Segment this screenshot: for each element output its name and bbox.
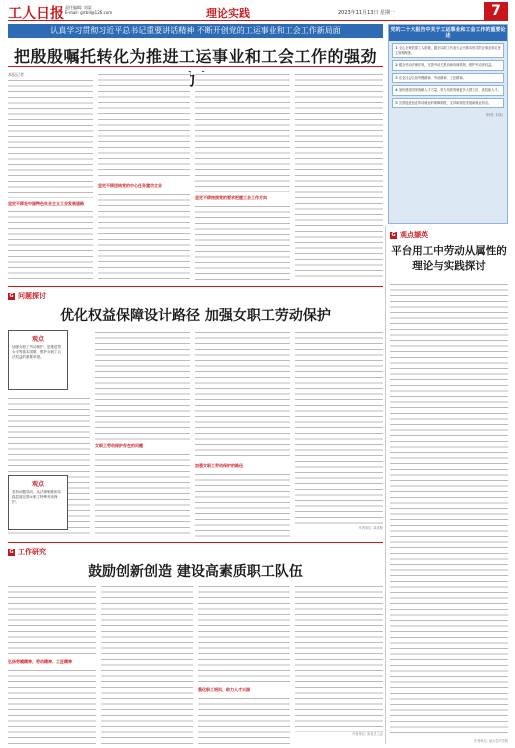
topic-banner: 认真学习贯彻习近平总书记重要讲话精神 不断开创党的工运事业和工会工作新局面 (8, 24, 383, 38)
article1-col1: 本报记者 坚定不移走中国特色社会主义工会发展道路 (8, 72, 93, 282)
section-tag-icon: G (391, 231, 396, 238)
section2-headline: 优化权益保障设计路径 加强女职工劳动保护 (60, 308, 331, 324)
right-article-headline: 平台用工中劳动从属性的 理论与实践探讨 (391, 245, 507, 272)
article1-col3: 坚定不移按照党的要求把握工会工作方向 (195, 72, 290, 282)
text-lines (195, 72, 290, 192)
text-lines (295, 72, 383, 277)
section2-col2: 女职工劳动保护存在的问题 (95, 330, 190, 538)
right-article-body (390, 282, 508, 737)
text-lines (8, 209, 93, 279)
section-tag-work: G 工作研究 (9, 548, 46, 556)
issue-date: 2023年11月13日 星期一 (338, 10, 396, 16)
text-lines (295, 330, 383, 526)
text-lines (8, 78, 93, 198)
text-lines (195, 204, 290, 282)
quote-box-2: 观点 坚持问题导向，从法律制度和实践层面完善女职工特殊劳动保护。 (8, 475, 68, 530)
section-title: 理论实践 (206, 7, 250, 20)
section-tag-icon: G (9, 548, 14, 555)
page-number: 7 (484, 2, 508, 21)
quote-box: 观点 加强女职工劳动保护，是推进男女平等基本国策、维护女职工合法权益的重要举措。 (8, 330, 68, 390)
infographic-item: 4 加快建设国家战略人才力量，努力培养造就更多大国工匠、高技能人才。 (392, 85, 504, 96)
section3-col3: 强化职工培训，助力人才兴国 (198, 584, 290, 744)
section3-col2 (101, 584, 193, 744)
article1-col2: 坚定不移团结党的中心任务建功立业 (98, 72, 190, 282)
section3-headline: 鼓励创新创造 建设高素质职工队伍 (88, 564, 303, 580)
text-lines (98, 192, 190, 282)
section2-col3: 加强女职工劳动保护的路径 (195, 330, 290, 538)
section-tag-problem: G 问题探讨 (9, 292, 46, 300)
text-lines (98, 72, 190, 180)
text-lines (195, 330, 290, 460)
section3-col4: 作者单位: 某省总工会 (295, 584, 383, 744)
newspaper-logo: 工人日报 (8, 6, 64, 22)
text-lines (198, 696, 290, 744)
text-lines (195, 472, 290, 538)
section-tag-icon: G (9, 292, 14, 299)
section-tag-viewpoint: G 观点撷英 (391, 231, 428, 239)
infographic-item: 2 健全劳动法律法规，完善劳动关系协商协调机制，维护劳动者权益。 (392, 60, 504, 71)
main-headline: 把殷殷嘱托转化为推进工运事业和工会工作的强劲 (13, 47, 377, 66)
infographic-panel (388, 24, 508, 224)
section-divider (8, 286, 383, 287)
column-divider (385, 226, 386, 744)
editor-info: 责任编辑: 刘某 E-mail: grrbll@126.com (65, 5, 113, 15)
right-article-author: 作者单位: 某大学法学院 (474, 739, 508, 743)
infographic-item: 1 全心全意依靠工人阶级，健全以职工代表大会为基本形式的企事业单位民主管理制度。 (392, 43, 504, 58)
infographic-item: 3 在全社会弘扬劳模精神、劳动精神、工匠精神。 (392, 73, 504, 84)
text-lines (295, 584, 383, 732)
text-lines (198, 584, 290, 684)
infographic-title: 党的二十大报告中关于工运事业和工会工作的重要论述 (390, 27, 506, 39)
section3-col1: 弘扬劳模精神、劳动精神、工匠精神 (8, 584, 96, 744)
infographic-item: 5 完善促进创业带动就业的保障制度，支持和规范发展新就业形态。 (392, 98, 504, 109)
article1-col4 (295, 72, 383, 282)
text-lines (95, 330, 190, 440)
masthead (8, 3, 508, 21)
text-lines (8, 584, 96, 656)
text-lines (8, 668, 96, 744)
text-lines (95, 452, 190, 538)
section2-col4: 作者单位: 某高校 (295, 330, 383, 538)
section-divider (8, 542, 383, 543)
headline-divider (8, 66, 383, 67)
infographic-caption: (制图: 刘某) (485, 113, 503, 117)
